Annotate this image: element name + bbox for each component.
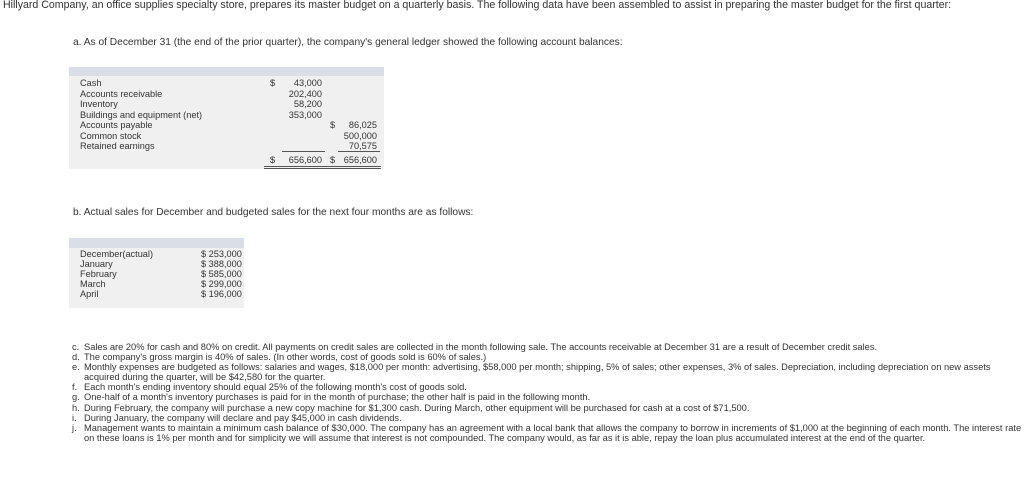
assumptions-list bbox=[72, 342, 1022, 443]
total-double-rule bbox=[264, 168, 381, 169]
ledger-label: Accounts payable bbox=[80, 120, 153, 130]
total-double-rule bbox=[264, 166, 381, 167]
list-item bbox=[72, 392, 1022, 402]
item-text: During February, the company will purchase a new copy machine for $1,300 cash. During March, other equipment will be purchased for cash at a cost of $71,500. bbox=[84, 402, 750, 413]
item-marker: e. bbox=[72, 362, 80, 373]
list-item bbox=[72, 352, 1022, 362]
list-item bbox=[72, 413, 1022, 423]
intro-text: Hillyard Company, an office supplies specialty store, prepares its master budget on a quarterly basis. The following data have been assembled to assist in preparing the master budget for the first quarter: bbox=[3, 0, 952, 11]
sales-amount: $ 585,000 bbox=[201, 269, 242, 279]
ledger-total-debit: 656,600 bbox=[288, 155, 322, 165]
ledger-debit: 353,000 bbox=[288, 109, 322, 120]
part-b-text: b. Actual sales for December and budgeted sales for the next four months are as follows: bbox=[73, 207, 474, 218]
sales-month: February bbox=[80, 269, 117, 279]
list-item bbox=[72, 362, 1022, 382]
item-text: Management wants to maintain a minimum cash balance of $30,000. The company has an agreement with a local bank that allows the company to borrow in increments of $1,000 at the beginning of each month. The interest rate on these loans is 1% per month and for simplicity we will assume that interest is not compounded. The company would, as far as it is able, repay the loan plus accumulated interest at the end of the quarter. bbox=[84, 422, 1022, 443]
ledger-dollar-sign: $ bbox=[330, 120, 336, 130]
ledger-debit: 58,200 bbox=[293, 99, 322, 109]
ledger-header-bar bbox=[69, 67, 384, 76]
sales-amount: $ 253,000 bbox=[201, 249, 242, 259]
debit-subtotal-rule bbox=[282, 151, 325, 152]
sales-month: March bbox=[80, 279, 106, 289]
ledger-dollar-sign: $ bbox=[330, 155, 336, 165]
ledger-credit: 86,025 bbox=[348, 120, 377, 130]
ledger-debit: 202,400 bbox=[288, 88, 322, 99]
list-item bbox=[72, 342, 1022, 352]
item-marker: c. bbox=[72, 342, 80, 352]
item-marker: d. bbox=[72, 352, 80, 363]
item-marker: f. bbox=[72, 382, 78, 393]
ledger-label: Retained earnings bbox=[80, 141, 155, 151]
ledger-credit: 70,575 bbox=[348, 141, 377, 151]
ledger-dollar-sign: $ bbox=[270, 155, 276, 165]
item-text: During January, the company will declare and pay $45,000 in cash dividends. bbox=[84, 412, 402, 423]
sales-amount: $ 299,000 bbox=[201, 279, 242, 289]
ledger-label: Cash bbox=[80, 78, 102, 88]
credit-subtotal-rule bbox=[338, 151, 380, 152]
item-text: Sales are 20% for cash and 80% on credit. All payments on credit sales are collected in the month following sale. The accounts receivable at December 31 are a result of December credit sales. bbox=[84, 342, 878, 352]
list-item bbox=[72, 382, 1022, 392]
ledger-credit: 500,000 bbox=[343, 130, 377, 141]
item-text: Monthly expenses are budgeted as follows: salaries and wages, $18,000 per month: advertising, $58,000 per month; shipping, 5% of sales; other expenses, 3% of sales. Depreciation, including depreciation on new assets acquired during the quarter, will be $42,580 for the quarter. bbox=[84, 362, 991, 383]
item-marker: g. bbox=[72, 392, 80, 403]
sales-amount: $ 388,000 bbox=[201, 259, 242, 269]
sales-month: December(actual) bbox=[80, 249, 154, 259]
ledger-total-credit: 656,600 bbox=[343, 155, 377, 165]
item-text: The company's gross margin is 40% of sales. (In other words, cost of goods sold is 60% of sales.) bbox=[84, 352, 487, 363]
item-text: Each month's ending inventory should equal 25% of the following month's cost of goods sold. bbox=[84, 382, 467, 393]
ledger-label: Buildings and equipment (net) bbox=[80, 109, 203, 120]
sales-month: April bbox=[80, 289, 99, 299]
list-item bbox=[72, 403, 1022, 413]
item-text: One-half of a month's inventory purchases is paid for in the month of purchase; the other half is paid in the following month. bbox=[84, 392, 591, 403]
sales-amount: $ 196,000 bbox=[201, 289, 242, 299]
item-marker: j. bbox=[72, 422, 77, 433]
ledger-label: Inventory bbox=[80, 99, 118, 109]
item-marker: h. bbox=[72, 402, 80, 413]
sales-header-bar bbox=[69, 238, 244, 248]
part-a-text: a. As of December 31 (the end of the prior quarter), the company's general ledger showed the following account balances: bbox=[73, 37, 623, 48]
item-marker: i. bbox=[72, 412, 77, 423]
ledger-label: Common stock bbox=[80, 130, 142, 141]
ledger-dollar-sign: $ bbox=[270, 78, 276, 88]
ledger-label: Accounts receivable bbox=[80, 88, 163, 99]
ledger-debit: 43,000 bbox=[293, 78, 322, 88]
sales-month: January bbox=[80, 259, 113, 269]
list-item bbox=[72, 423, 1022, 443]
